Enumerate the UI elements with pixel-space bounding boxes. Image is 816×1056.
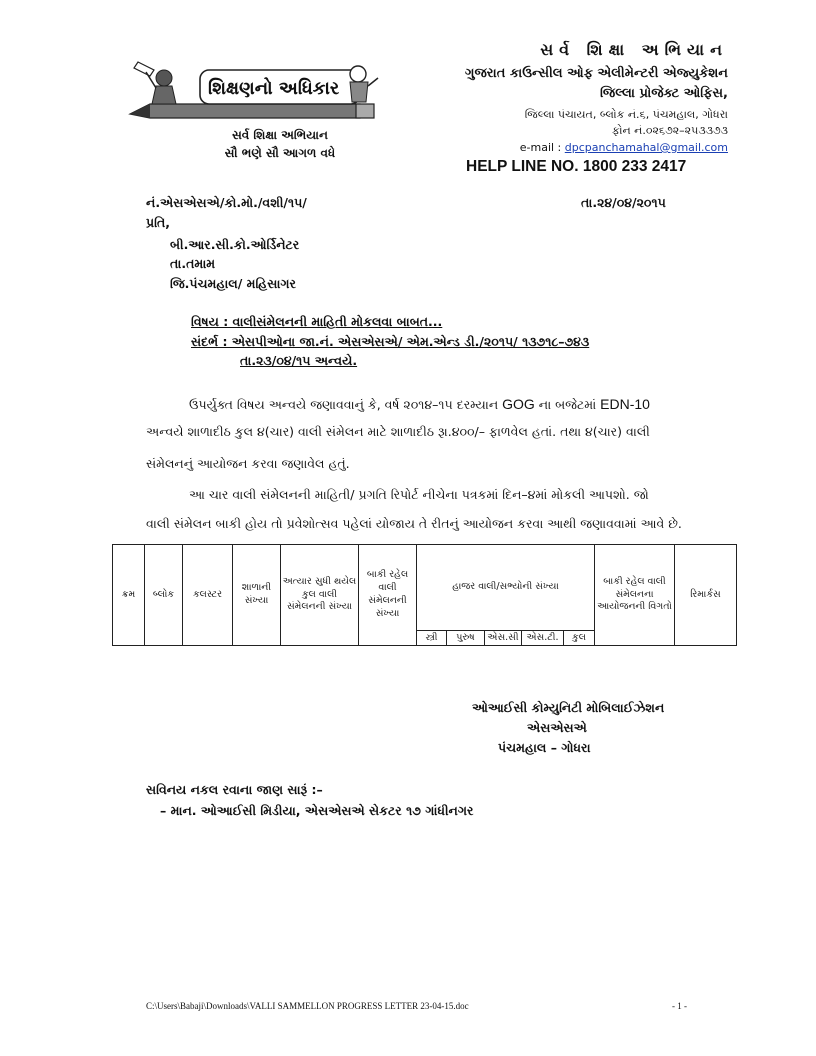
subheader-st: એસ.ટી. — [522, 631, 564, 646]
header-remarks: રિમાર્કસ — [675, 545, 737, 646]
body-text: ઉપર્યુક્ત વિષય અન્વયે જણાવવાનું કે, વર્ષ ૨૦૧૪–૧૫ દરમ્યાન — [189, 397, 503, 412]
signature-org: એસએસએ — [527, 720, 587, 735]
header-block: બ્લોક — [145, 545, 183, 646]
table-header-row — [113, 545, 737, 631]
logo-subtitle: સર્વ શિક્ષા અભિયાન — [232, 128, 328, 142]
email-link[interactable]: dpcpanchamahal@gmail.com — [564, 141, 728, 154]
header-plan: બાકી રહેલ વાલી સંમેલનના આયોજનની વિગતો — [595, 545, 675, 646]
header-kram: ક્રમ — [113, 545, 145, 646]
header-remaining: બાકી રહેલ વાલી સંમેલનની સંખ્યા — [359, 545, 417, 646]
reference-line: સંદર્ભ : એસપીઓના જા.નં. એસએસએ/ એમ.એન્ડ ડી./૨૦૧૫/ ૧૩૭૧૮–૭૪૩ — [191, 334, 590, 349]
body-text: EDN-10 — [600, 396, 650, 412]
office-address: જિલ્લા પંચાયત, બ્લોક નં.૬, પંચમહાલ, ગોધરા — [524, 108, 728, 121]
helpline: HELP LINE NO. 1800 233 2417 — [466, 158, 687, 175]
body-paragraph: સંમેલનનું આયોજન કરવા જણાવેલ હતું. — [146, 456, 350, 471]
cc-item: – માન. ઓઆઈસી મિડીયા, એસએસએ સેકટર ૧૭ ગાંધીનગર — [160, 803, 474, 818]
footer-file-path: C:\Users\Babaji\Downloads\VALLI SAMMELLON PROGRESS LETTER 23-04-15.doc — [146, 1001, 469, 1011]
subheader-sc: એસ.સી — [485, 631, 522, 646]
office-name: જિલ્લા પ્રોજેક્ટ ઓફિસ, — [599, 86, 728, 101]
header-held: અત્યાર સુધી થયેલ કુલ વાલી સંમેલનની સંખ્યા — [281, 545, 359, 646]
body-paragraph — [189, 396, 650, 413]
body-paragraph: આ ચાર વાલી સંમેલનની માહિતી/ પ્રગતિ રિપોર્ટ નીચેના પત્રકમાં દિન–૪માં મોકલી આપશો. જો — [189, 487, 649, 502]
header-schools: શાળાની સંખ્યા — [233, 545, 281, 646]
footer-page-number: - 1 - — [672, 1001, 687, 1011]
council-name: ગુજરાત કાઉન્સીલ ઓફ એલીમેન્ટરી એજ્યુકેશન — [465, 66, 728, 81]
recipient-line: બી.આર.સી.કો.ઓર્ડિનેટર — [170, 237, 300, 252]
cc-title: સવિનય નકલ રવાના જાણ સારૂં :– — [146, 782, 323, 797]
letter-date: તા.૨૪/૦૪/૨૦૧૫ — [581, 195, 666, 210]
logo-title: શિક્ષણનો અધિકાર — [208, 78, 340, 99]
subject-line: વિષય : વાલીસંમેલનની માહિતી મોકલવા બાબત... — [191, 314, 443, 329]
subheader-female: સ્ત્રી — [417, 631, 447, 646]
email-label: e-mail : — [519, 141, 562, 154]
signature-title: ઓઆઈસી કોમ્યુનિટી મોબિલાઈઝેશન — [472, 700, 665, 715]
body-text: ના બજેટમાં — [534, 397, 601, 412]
recipient-line: જિ.પંચમહાલ/ મહિસાગર — [170, 276, 296, 291]
header-attendance: હાજર વાલી/સભ્યોની સંખ્યા — [417, 545, 595, 631]
body-paragraph: અન્વયે શાળાદીઠ કુલ ૪(ચાર) વાલી સંમેલન માટે શાળાદીઠ રૂા.૪૦૦/– ફાળવેલ હતાં. તથા ૪(ચાર) વાલી — [146, 424, 650, 439]
body-text: GOG — [502, 396, 535, 412]
signature-place: પંચમહાલ – ગોધરા — [498, 740, 591, 755]
subheader-total: કુલ — [564, 631, 595, 646]
reference-line: તા.૨૩/૦૪/૧૫ અન્વયે. — [240, 353, 358, 368]
email-line — [520, 141, 728, 154]
body-paragraph: વાલી સંમેલન બાકી હોય તો પ્રવેશોત્સવ પહેલાં યોજાય તે રીતનું આયોજન કરવા આથી જણાવવામાં આવે છે. — [146, 516, 682, 531]
reference-number: નં.એસએસએ/કો.મો./વશી/૧૫/ — [146, 195, 307, 210]
progress-table — [112, 544, 737, 646]
subheader-male: પુરુષ — [447, 631, 485, 646]
logo-tagline: સૌ ભણે સૌ આગળ વધે — [224, 146, 336, 160]
header-cluster: કલસ્ટર — [183, 545, 233, 646]
recipient-line: તા.તમામ — [170, 256, 216, 271]
org-title: સર્વ શિક્ષા અભિયાન — [540, 40, 728, 59]
prati-label: પ્રતિ, — [146, 215, 170, 230]
office-phone: ફોન નં.૦૨૬૭૨–૨૫૩૩૭૩ — [611, 124, 728, 137]
